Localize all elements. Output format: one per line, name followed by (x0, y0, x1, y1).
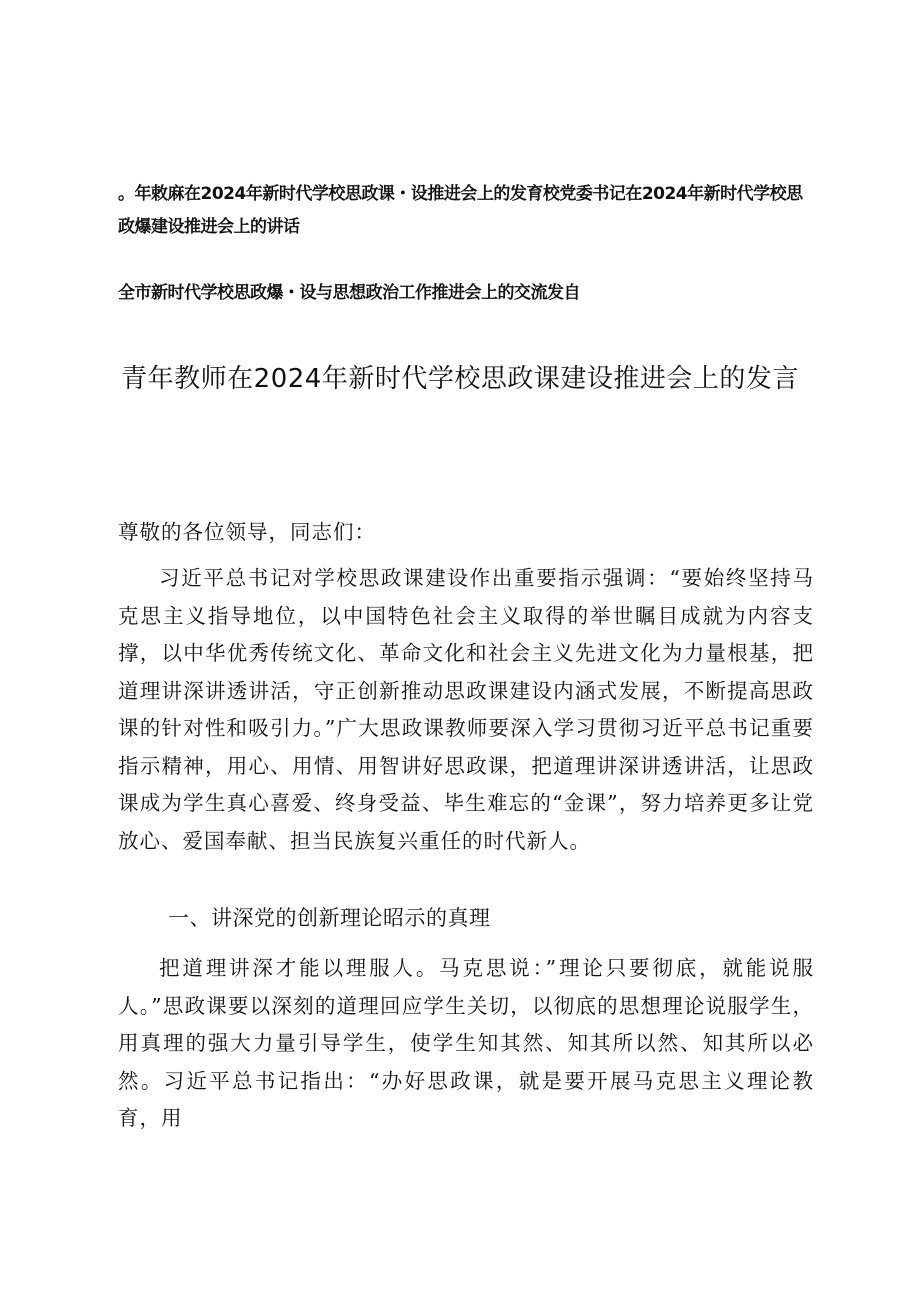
document-title: 青年教师在2024年新时代学校思政课建设推进会上的发言 (121, 364, 799, 394)
paragraph-section-1: 把道理讲深才能以理服人。马克思说：”理论只要彻底，就能说服人。”思政课要以深刻的道理回应学生关切，以彻底的思想理论说服学生，用真理的强大力量引导学生，使学生知其然、知其所以然、知其所以必然。习近平总书记指出：“办好思政课，就是要开展马克思主义理论教育，用 (118, 956, 814, 1130)
section-heading-1: 一、讲深党的创新理论昭示的真理 (168, 906, 491, 930)
paragraph-intro: 习近平总书记对学校思政课建设作出重要指示强调：“要始终坚持马克思主义指导地位，以中国特色社会主义取得的举世瞩目成就为内容支撑，以中华优秀传统文化、革命文化和社会主义先进文化为力量根基，把道理讲深讲透讲活，守正创新推动思政课建设内涵式发展，不断提高思政课的针对性和吸引力。”广大思政课教师要深入学习贯彻习近平总书记重要指示精神，用心、用情、用智讲好思政课，把道理讲深讲透讲活，让思政课成为学生真心喜爱、终身受益、毕生难忘的“金课”，努力培养更多让党放心、爱国奉献、担当民族复兴重任的时代新人。 (118, 566, 814, 853)
related-document-title-1: 。年敕麻在2024年新时代学校思政课・设推进会上的发育校党委书记在2024年新时代学校思政爆建设推进会上的讲话 (118, 184, 803, 237)
greeting: 尊敬的各位领导，同志们： (118, 520, 376, 544)
related-document-title-2: 全市新时代学校思政爆・设与思想政治工作推进会上的交流发自 (118, 283, 580, 303)
